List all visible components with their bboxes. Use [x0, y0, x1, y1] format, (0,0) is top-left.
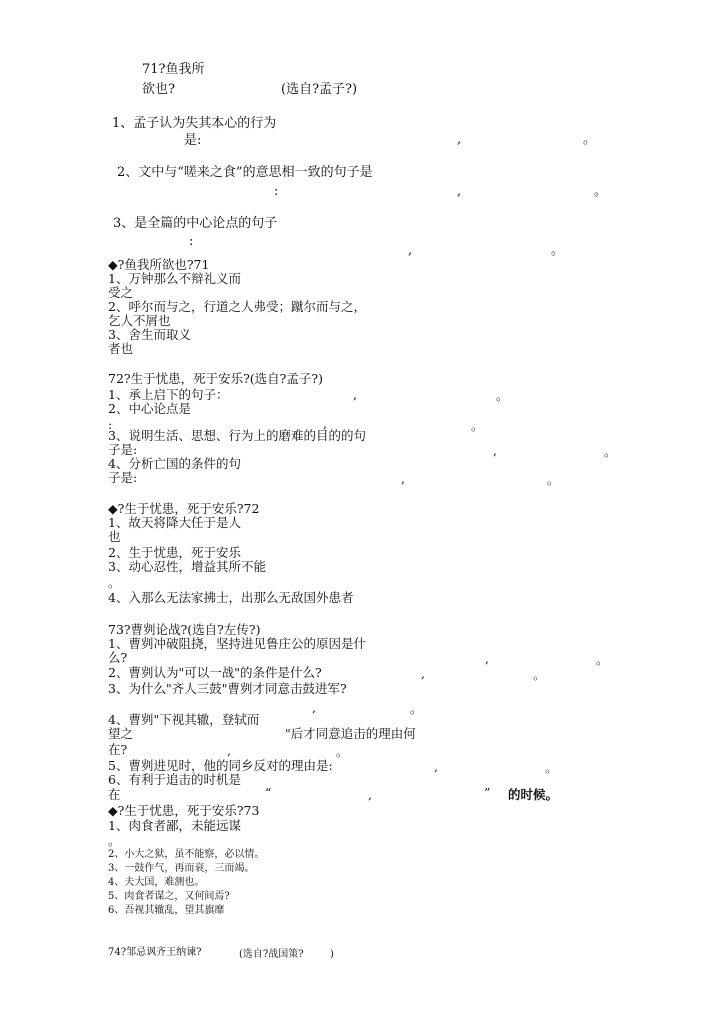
ans73-header: ◆?生于忧患，死于安乐?73 — [108, 803, 260, 818]
sec73-q4-line2b: "后才同意追击的理由何 — [285, 726, 416, 741]
sec73-q6-tail: 的时候。 — [508, 787, 559, 802]
sec73-q4-line3: 在? — [108, 742, 128, 757]
sec73-q2: 2、曹刿认为"可以一战"的条件是什么? — [108, 665, 322, 680]
blank-period: 。 — [108, 833, 121, 848]
sec73-q6-line1: 6、有利于追击的时机是 — [108, 772, 241, 787]
sec74-source: (选自?战国策? — [239, 949, 304, 960]
blank-comma: , — [227, 743, 231, 758]
blank-comma: , — [401, 471, 405, 486]
sec73-q1-line1: 1、曹刿冲破阻挠，坚持进见鲁庄公的原因是什 — [108, 636, 366, 651]
sec72-title: 72?生于忧患，死于安乐?(选自?孟子?) — [108, 371, 323, 386]
ans72-a1-line1: 1、故天将降大任于是人 — [108, 515, 241, 530]
sec73-q4-line2a: 望之 — [108, 726, 134, 741]
blank-period: 。 — [410, 701, 423, 716]
ans73-a1: 1、肉食者鄙，未能远谋 — [108, 818, 241, 833]
sec71-q1-line1: 1、孟子认为失其本心的行为 — [112, 116, 277, 131]
blank-period: 。 — [596, 652, 609, 667]
ans71-a2-line2: 乞人不屑也 — [108, 313, 171, 328]
blank-period: 。 — [604, 444, 617, 459]
sec72-q4-line2: 子是: — [108, 470, 138, 485]
ans72-a2: 2、生于忧患，死于安乐 — [108, 545, 241, 560]
close-quote: ” — [484, 785, 491, 800]
blank-comma: , — [457, 132, 462, 147]
ans71-header: ◆?鱼我所欲也?71 — [108, 257, 210, 272]
ans71-a1-line2: 受之 — [108, 285, 134, 300]
blank-period: 。 — [583, 132, 597, 147]
sec72-q3-line2: 子是: — [108, 442, 138, 457]
blank-period: 。 — [533, 667, 546, 682]
ans71-a1-line1: 1、万钟那么不辩礼义而 — [108, 271, 241, 286]
blank-comma: , — [457, 184, 462, 199]
ans73-a2: 2、小大之狱，虽不能察，必以情。 — [108, 849, 265, 860]
blank-period: 。 — [547, 472, 560, 487]
ans73-a6: 6、吾视其辙乱，望其旗靡 — [108, 905, 225, 916]
ans73-a5: 5、肉食者谋之，又何间焉? — [108, 891, 230, 902]
blank-period: 。 — [545, 760, 558, 775]
ans73-a3: 3、一鼓作气，再而衰，三而竭。 — [108, 863, 255, 874]
blank-period: 。 — [336, 744, 349, 759]
blank-period: 。 — [108, 575, 121, 590]
blank-period: 。 — [594, 184, 608, 199]
open-quote: “ — [265, 785, 272, 800]
ans71-a2-line1: 2、呼尔而与之，行道之人弗受；蹴尔而与之， — [108, 299, 366, 314]
sec71-source: (选自?孟子?) — [281, 82, 358, 97]
blank-comma: , — [368, 787, 372, 802]
ans72-a1-line2: 也 — [108, 529, 121, 544]
sec71-q2: 2、文中与“嗟来之食”的意思相一致的句子是 — [117, 165, 373, 180]
sec72-q2: 2、中心论点是 — [108, 401, 191, 416]
sec72-q3-line1: 3、说明生活、思想、行为上的磨难的目的的句 — [108, 428, 366, 443]
blank-period: 。 — [471, 418, 484, 433]
ans73-a4: 4、夫大国，难测也。 — [108, 877, 205, 888]
sec72-q4-line1: 4、分析亡国的条件的句 — [108, 456, 241, 471]
sec74-source-close: ) — [330, 949, 334, 960]
blank-comma: , — [421, 666, 425, 681]
sec71-title-line2: 欲也? — [142, 82, 175, 97]
sec73-q5: 5、曹刿进见时，他的同乡反对的理由是: — [108, 758, 333, 773]
sec73-q6-line2: 在 — [108, 787, 121, 802]
blank-comma: , — [312, 700, 316, 715]
blank-comma: , — [408, 243, 413, 258]
ans71-a3-line1: 3、舍生而取义 — [108, 327, 191, 342]
sec73-q4-line1: 4、曹刿"下视其辙，登轼而 — [108, 712, 260, 727]
sec73-title: 73?曹刿论战?(选自?左传?) — [108, 622, 261, 637]
ans71-a3-line2: 者也 — [108, 341, 134, 356]
blank-comma: , — [493, 443, 497, 458]
blank-comma: , — [485, 651, 489, 666]
ans72-a3: 3、动心忍性，增益其所不能 — [108, 559, 266, 574]
sec71-title-line1: 71?鱼我所 — [142, 62, 205, 77]
sec72-q1: 1、承上启下的句子： — [108, 387, 229, 402]
blank-period: 。 — [551, 243, 565, 258]
blank-period: 。 — [496, 388, 509, 403]
blank-comma: , — [434, 759, 438, 774]
sec73-q1-line2: 么? — [108, 650, 128, 665]
sec71-q1-line2: 是: — [184, 133, 202, 148]
sec71-q3: 3、是全篇的中心论点的句子 — [113, 216, 278, 231]
blank-comma: , — [323, 416, 327, 431]
ans72-header: ◆?生于忧患，死于安乐?72 — [108, 501, 260, 516]
ans72-a4: 4、入那么无法家拂士，出那么无敌国外患者 — [108, 590, 354, 605]
blank-colon: : — [108, 417, 113, 432]
sec74-title: 74?邹忌讽齐王纳谏? — [108, 947, 202, 958]
sec73-q3: 3、为什么"齐人三鼓"曹刿才同意击鼓进军? — [108, 681, 347, 696]
blank-colon: : — [274, 184, 279, 199]
blank-colon: : — [189, 234, 194, 249]
blank-comma: , — [353, 387, 357, 402]
